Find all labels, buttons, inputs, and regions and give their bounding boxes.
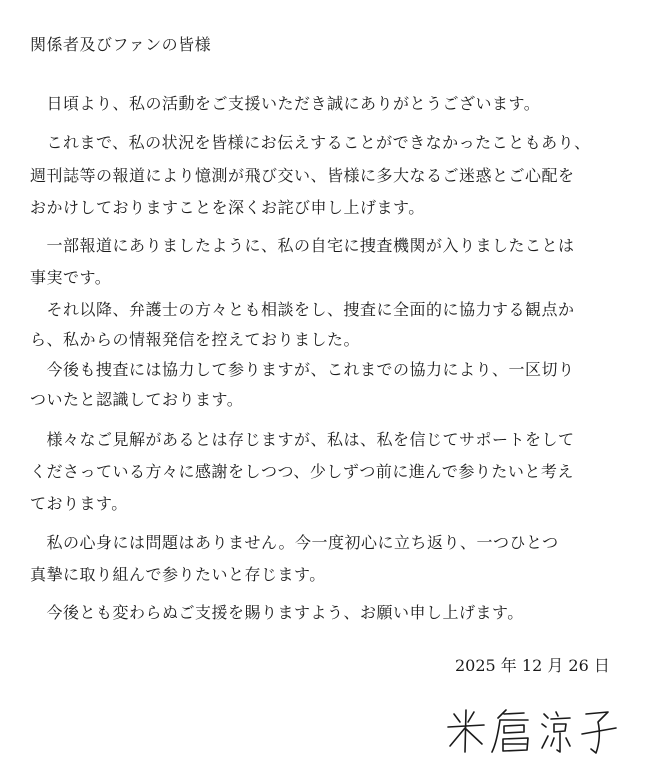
body-line: 一部報道にありましたように、私の自宅に捜査機関が入りましたことは — [30, 236, 575, 255]
body-line: 真摯に取り組んで参りたいと存じます。 — [30, 565, 326, 584]
body-line: 週刊誌等の報道により憶測が飛び交い、皆様に多大なるご迷惑とご心配を — [30, 166, 575, 185]
body-line: 今後も捜査には協力して参りますが、これまでの協力により、一区切り — [30, 360, 575, 379]
body-line: ております。 — [30, 494, 128, 513]
body-line: これまで、私の状況を皆様にお伝えすることができなかったこともあり、 — [30, 133, 591, 152]
body-line: 様々なご見解があるとは存じますが、私は、私を信じてサポートをして — [30, 430, 575, 449]
statement-date: 2025 年 12 月 26 日 — [455, 656, 610, 675]
salutation: 関係者及びファンの皆様 — [30, 35, 212, 54]
body-line: ら、私からの情報発信を控えておりました。 — [30, 330, 361, 349]
body-line: 私の心身には問題はありません。今一度初心に立ち返り、一つひとつ — [30, 533, 559, 552]
body-line: ついたと認識しております。 — [30, 390, 244, 409]
body-line: 日頃より、私の活動をご支援いただき誠にありがとうございます。 — [30, 94, 541, 113]
body-line: おかけしておりますことを深くお詫び申し上げます。 — [30, 198, 425, 217]
signature-drawing — [440, 700, 640, 758]
handwritten-signature — [440, 700, 640, 758]
body-line: それ以降、弁護士の方々とも相談をし、捜査に全面的に協力する観点か — [30, 300, 575, 319]
body-line: くださっている方々に感謝をしつつ、少しずつ前に進んで参りたいと考え — [30, 462, 574, 481]
body-line: 事実です。 — [30, 268, 112, 287]
body-line: 今後とも変わらぬご支援を賜りますよう、お願い申し上げます。 — [30, 603, 524, 622]
